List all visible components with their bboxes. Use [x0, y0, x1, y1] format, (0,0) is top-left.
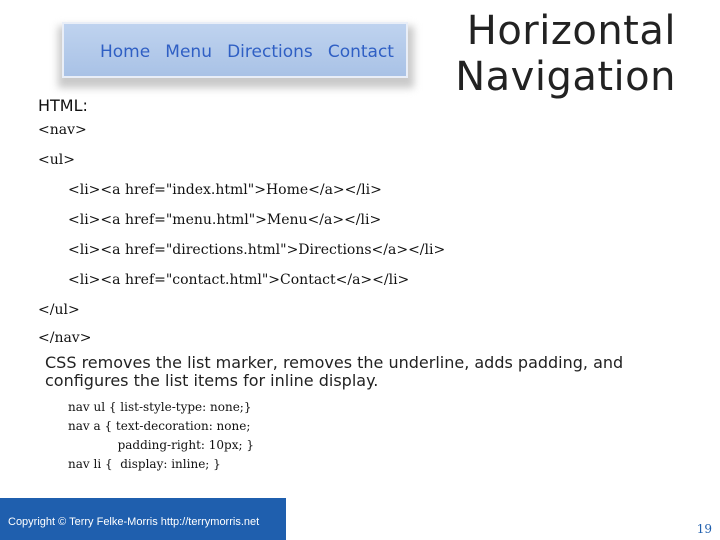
nav-link-contact[interactable]: Contact — [327, 42, 394, 62]
nav-demo-item — [165, 42, 222, 61]
code-line: </ul> — [38, 302, 80, 318]
css-code-line: nav li { display: inline; } — [68, 457, 221, 471]
css-explanation: CSS removes the list marker, removes the underline, adds padding, and configures the list items for inline display. — [45, 353, 624, 390]
slide-title — [455, 8, 676, 100]
css-code-line: nav ul { list-style-type: none;} — [68, 400, 252, 414]
css-code-block — [68, 398, 254, 474]
nav-demo-item — [227, 42, 323, 61]
css-code-line: nav a { text-decoration: none; — [68, 419, 251, 433]
nav-link-menu[interactable]: Menu — [165, 42, 212, 62]
page-number: 19 — [696, 522, 712, 536]
code-line: <li><a href="contact.html">Contact</a></li> — [68, 272, 410, 288]
code-line: <li><a href="menu.html">Menu</a></li> — [68, 212, 382, 228]
nav-demo — [62, 22, 408, 78]
nav-demo-item — [328, 42, 404, 61]
footer-copyright: Copyright © Terry Felke-Morris http://terrymorris.net — [8, 516, 260, 528]
nav-link-home[interactable]: Home — [100, 42, 151, 62]
code-line: <li><a href="index.html">Home</a></li> — [68, 182, 382, 198]
slide-title-line: Horizontal — [466, 8, 676, 54]
code-line: </nav> — [38, 330, 92, 346]
nav-demo-list — [100, 42, 404, 62]
code-line: <li><a href="directions.html">Directions</a></li> — [68, 242, 446, 258]
code-line: <ul> — [38, 152, 75, 168]
nav-link-directions[interactable]: Directions — [227, 42, 313, 62]
html-label: HTML: — [38, 96, 88, 115]
slide-title-line: Navigation — [455, 54, 676, 100]
nav-demo-item — [100, 42, 160, 61]
code-line: <nav> — [38, 122, 87, 138]
css-code-line: padding-right: 10px; } — [68, 438, 254, 452]
